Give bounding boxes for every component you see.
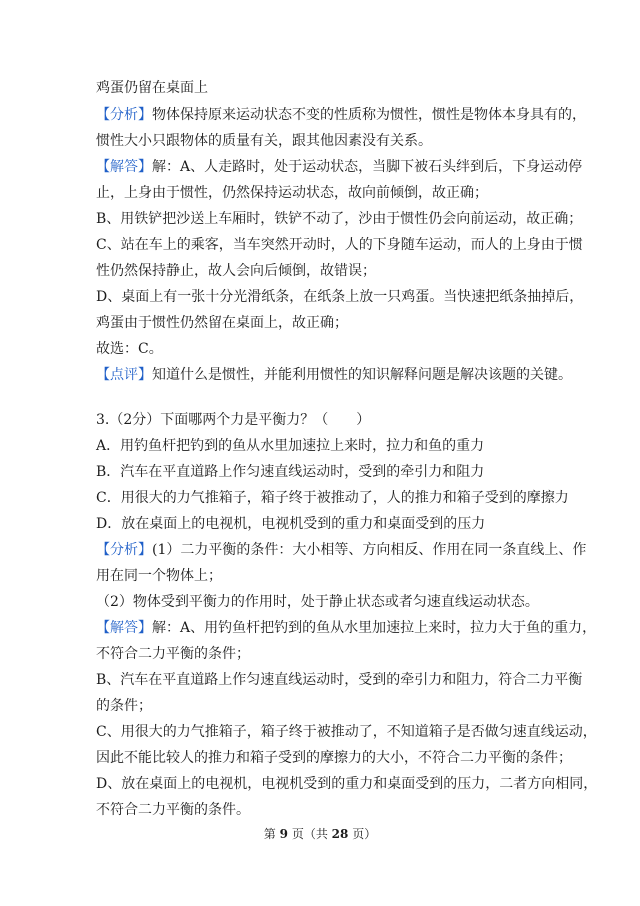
text-line: 故选：C。	[96, 341, 163, 357]
text-line: 鸡蛋由于惯性仍然留在桌面上，故正确；	[96, 315, 348, 331]
text-line: B、汽车在平直道路上作匀速直线运动时，受到的牵引力和阻力，符合二力平衡	[96, 672, 583, 688]
text-line: 的条件；	[96, 698, 152, 714]
option-a: A．用钓鱼杆把钓到的鱼从水里加速拉上来时，拉力和鱼的重力	[96, 438, 485, 454]
page-number: 9	[279, 827, 288, 841]
option-d: D．放在桌面上的电视机，电视机受到的重力和桌面受到的压力	[96, 516, 486, 532]
section-tag: 【分析】	[96, 107, 152, 123]
text-line: D、放在桌面上的电视机，电视机受到的重力和桌面受到的压力，二者方向相同，	[96, 776, 598, 792]
section-tag: 【解答】	[96, 620, 152, 636]
section-tag: 【点评】	[96, 367, 152, 383]
text-line: 不符合二力平衡的条件；	[96, 646, 250, 662]
question-title: 3.（2分）下面哪两个力是平衡力？（ ）	[96, 412, 371, 428]
footer-prefix: 第	[263, 827, 276, 841]
text-line: 不符合二力平衡的条件。	[96, 802, 250, 818]
analysis-line: 【分析】物体保持原来运动状态不变的性质称为惯性，惯性是物体本身具有的，	[96, 107, 586, 123]
text-line: 用在同一个物体上；	[96, 568, 222, 584]
answer-line: 【解答】解：A、用钓鱼杆把钓到的鱼从水里加速拉上来时，拉力大于鱼的重力，	[96, 620, 597, 636]
page-total: 28	[331, 827, 349, 841]
analysis-line: 【分析】(1）二力平衡的条件：大小相等、方向相反、作用在同一条直线上、作	[96, 542, 587, 558]
answer-line: 【解答】解：A、人走路时，处于运动状态，当脚下被石头绊到后，下身运动停	[96, 159, 583, 175]
text-line: （2）物体受到平衡力的作用时，处于静止状态或者匀速直线运动状态。	[96, 594, 539, 610]
text-line: B、用铁铲把沙送上车厢时，铁铲不动了，沙由于惯性仍会向前运动，故正确；	[96, 211, 583, 227]
text-line: C、用很大的力气推箱子，箱子终于被推动了，不知道箱子是否做匀速直线运动，	[96, 724, 597, 740]
section-tag: 【解答】	[96, 159, 152, 175]
option-b: B．汽车在平直道路上作匀速直线运动时，受到的牵引力和阻力	[96, 464, 485, 480]
footer-middle: 页（共	[291, 827, 328, 841]
text-line: 性仍然保持静止，故人会向后倾倒，故错误；	[96, 263, 376, 279]
section-tag: 【分析】	[96, 542, 152, 558]
text-line: C、站在车上的乘客，当车突然开动时，人的下身随车运动，而人的上身由于惯	[96, 237, 583, 253]
comment-line: 【点评】知道什么是惯性，并能利用惯性的知识解释问题是解决该题的关键。	[96, 367, 572, 383]
text-line: 鸡蛋仍留在桌面上	[96, 80, 208, 96]
footer-suffix: 页）	[352, 827, 377, 841]
text-line: 因此不能比较人的推力和箱子受到的摩擦力的大小，不符合二力平衡的条件；	[96, 750, 572, 766]
text-line: D、桌面上有一张十分光滑纸条，在纸条上放一只鸡蛋。当快速把纸条抽掉后，	[96, 289, 584, 305]
option-c: C．用很大的力气推箱子，箱子终于被推动了，人的推力和箱子受到的摩擦力	[96, 490, 569, 506]
text-line: 惯性大小只跟物体的质量有关，跟其他因素没有关系。	[96, 133, 432, 149]
text-line: 止，上身由于惯性，仍然保持运动状态，故向前倾倒，故正确；	[96, 185, 488, 201]
page-footer	[0, 826, 640, 842]
